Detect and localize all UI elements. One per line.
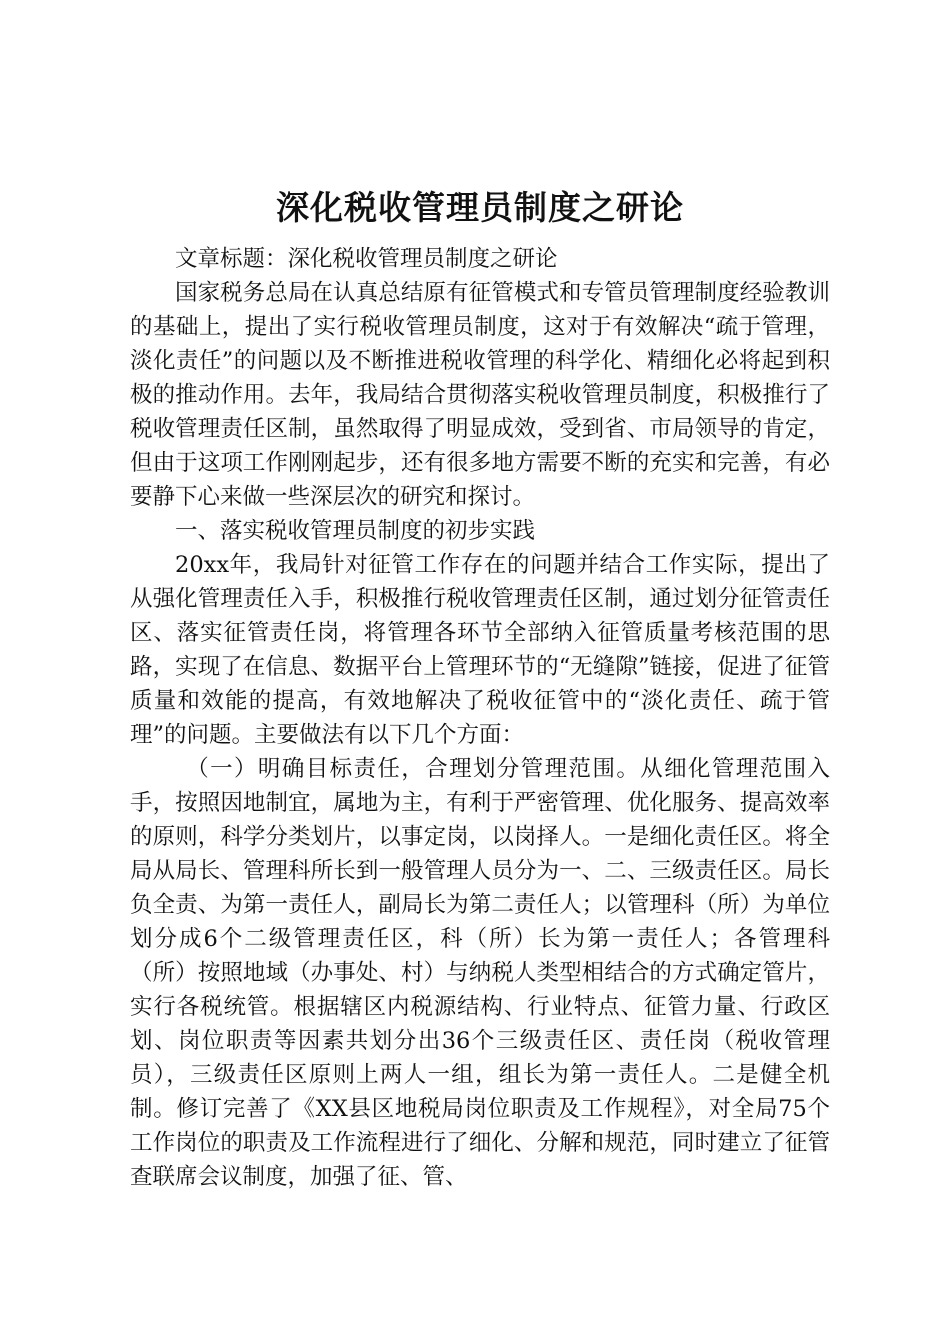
document-title: 深化税收管理员制度之研论 <box>276 188 684 227</box>
intro-paragraph: 国家税务总局在认真总结原有征管模式和专管员管理制度经验教训的基础上，提出了实行税收管理员制度，这对于有效解决“疏于管理，淡化责任”的问题以及不断推进税收管理的科学化、精细化必将起到积极的推动作用。去年，我局结合贯彻落实税收管理员制度，积极推行了税收管理责任区制，虽然取得了明显成效，受到省、市局领导的肯定，但由于这项工作刚刚起步，还有很多地方需要不断的充实和完善，有必要静下心来做一些深层次的研究和探讨。 <box>130 280 830 510</box>
document-page <box>130 186 830 1194</box>
section-heading: 一、落实税收管理员制度的初步实践 <box>175 518 536 544</box>
practice-paragraph: 20xx年，我局针对征管工作存在的问题并结合工作实际，提出了从强化管理责任入手，积极推行税收管理责任区制，通过划分征管责任区、落实征管责任岗，将管理各环节全部纳入征管质量考核范围的思路，实现了在信息、数据平台上管理环节的“无缝隙”链接，促进了征管质量和效能的提高，有效地解决了税收征管中的“淡化责任、疏于管理”的问题。主要做法有以下几个方面： <box>130 552 830 748</box>
article-title-line: 文章标题：深化税收管理员制度之研论 <box>175 246 558 272</box>
subsection-paragraph: （一）明确目标责任，合理划分管理范围。从细化管理范围入手，按照因地制宜，属地为主，有利于严密管理、优化服务、提高效率的原则，科学分类划片，以事定岗，以岗择人。一是细化责任区。将全局从局长、管理科所长到一般管理人员分为一、二、三级责任区。局长负全责、为第一责任人，副局长为第二责任人；以管理科（所）为单位划分成6个二级管理责任区，科（所）长为第一责任人；各管理科（所）按照地域（办事处、村）与纳税人类型相结合的方式确定管片，实行各税统管。根据辖区内税源结构、行业特点、征管力量、行政区划、岗位职责等因素共划分出36个三级责任区、责任岗（税收管理员），三级责任区原则上两人一组，组长为第一责任人。二是健全机制。修订完善了《XX县区地税局岗位职责及工作规程》，对全局75个工作岗位的职责及工作流程进行了细化、分解和规范，同时建立了征管查联席会议制度，加强了征、管、 <box>130 756 830 1190</box>
